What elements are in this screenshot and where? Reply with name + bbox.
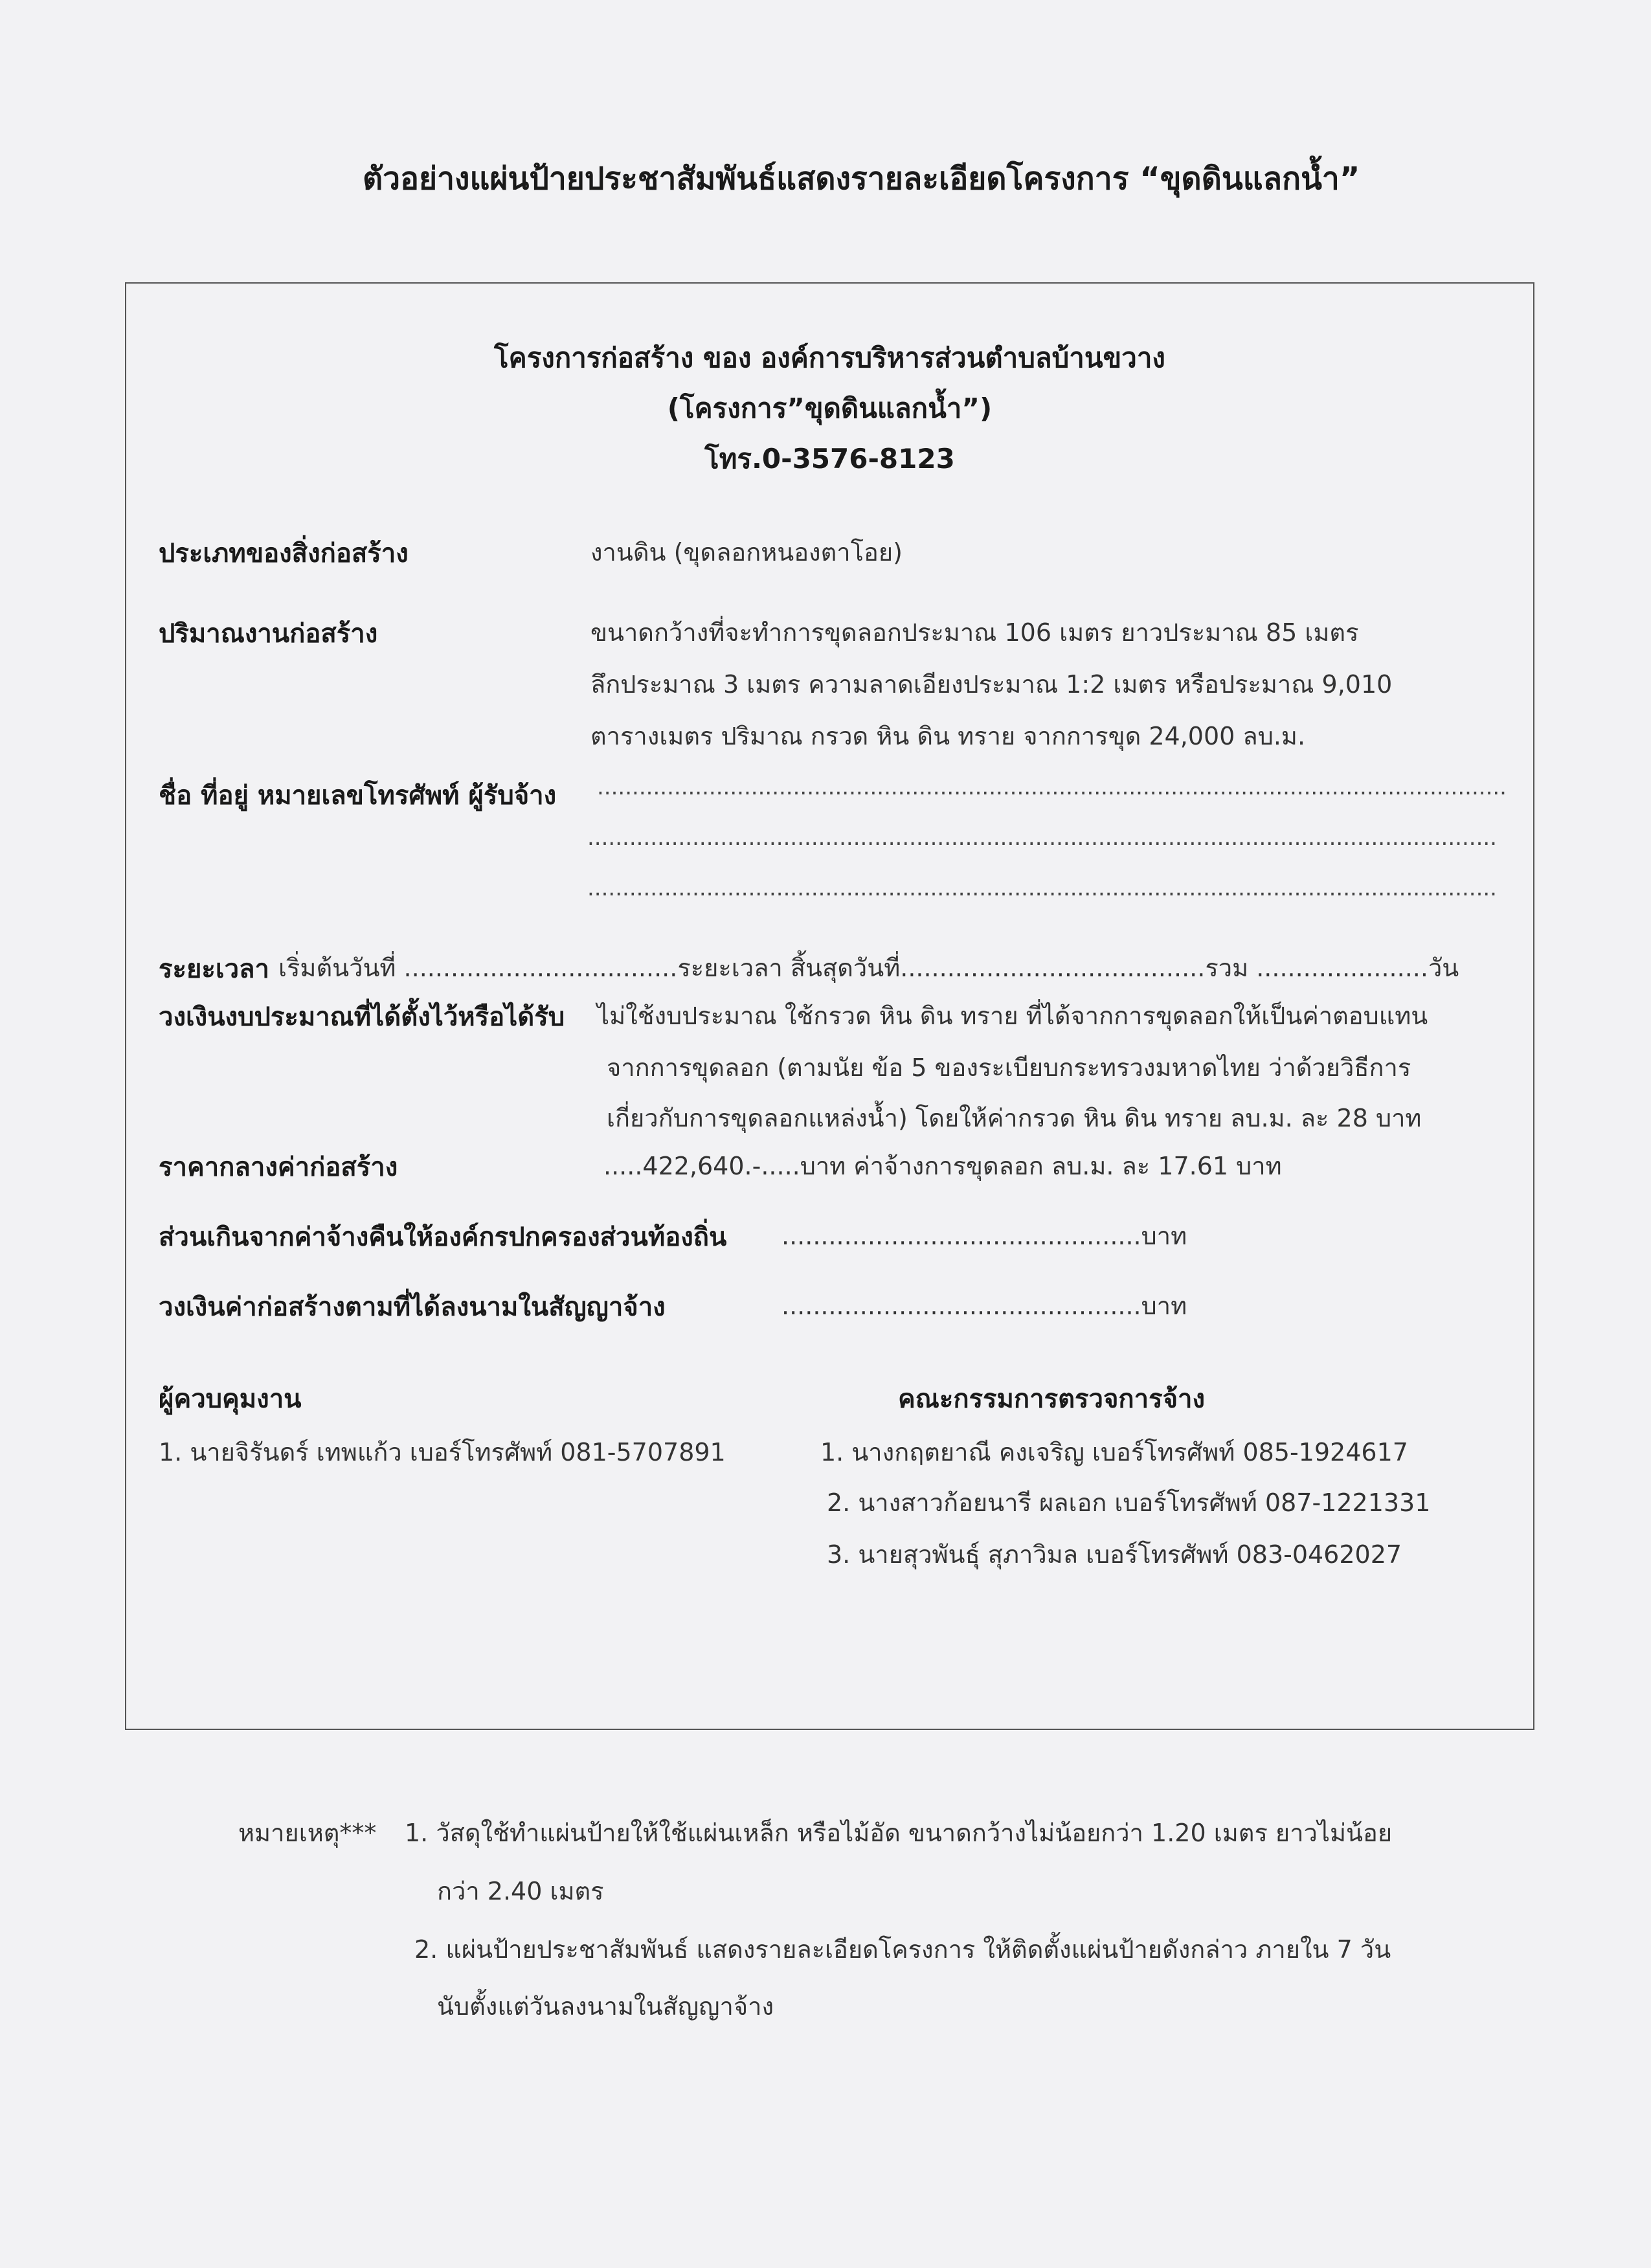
- work-quantity-label: ปริมาณงานก่อสร้าง: [159, 619, 378, 649]
- budget-line1: ไม่ใช้งบประมาณ ใช้กรวด หิน ดิน ทราย ที่ได้จากการขุดลอกให้เป็นค่าตอบแทน: [597, 1002, 1428, 1030]
- budget-line2: จากการขุดลอก (ตามนัย ข้อ 5 ของระเบียบกระทรวงมหาดไทย ว่าด้วยวิธีการ: [607, 1053, 1411, 1082]
- work-quantity-line1: ขนาดกว้างที่จะทำการขุดลอกประมาณ 106 เมตร ยาวประมาณ 85 เมตร: [590, 618, 1359, 647]
- budget-label: วงเงินงบประมาณที่ได้ตั้งไว้หรือได้รับ: [159, 1002, 565, 1032]
- contractor-dots-3: ..................................................................................................................................: [587, 875, 1497, 901]
- supervisor-heading: ผู้ควบคุมงาน: [159, 1384, 302, 1414]
- note-2-line2: นับตั้งแต่วันลงนามในสัญญาจ้าง: [437, 1992, 774, 2021]
- period-label: ระยะเวลา: [159, 954, 269, 984]
- contractor-dots-1: ..................................................................................................................................: [597, 774, 1507, 800]
- committee-member-2: 2. นางสาวก้อยนารี ผลเอก เบอร์โทรศัพท์ 087-1221331: [827, 1488, 1431, 1517]
- committee-member-3: 3. นายสุวพันธุ์ สุภาวิมล เบอร์โทรศัพท์ 083-0462027: [827, 1540, 1402, 1569]
- note-2-line1: 2. แผ่นป้ายประชาสัมพันธ์ แสดงรายละเอียดโครงการ ให้ติดตั้งแผ่นป้ายดังกล่าว ภายใน 7 วัน: [414, 1935, 1391, 1964]
- construction-type-value: งานดิน (ขุดลอกหนองตาโอย): [590, 538, 903, 567]
- median-price-label: ราคากลางค่าก่อสร้าง: [159, 1152, 398, 1182]
- committee-member-1: 1. นางกฤตยาณี คงเจริญ เบอร์โทรศัพท์ 085-1924617: [820, 1438, 1408, 1466]
- contractor-label: ชื่อ ที่อยู่ หมายเลขโทรศัพท์ ผู้รับจ้าง: [159, 781, 557, 811]
- supervisor-line: 1. นายจิรันดร์ เทพแก้ว เบอร์โทรศัพท์ 081-5707891: [159, 1438, 726, 1466]
- contractor-dots-2: ..................................................................................................................................: [587, 825, 1497, 851]
- committee-heading: คณะกรรมการตรวจการจ้าง: [898, 1384, 1206, 1414]
- construction-type-label: ประเภทของสิ่งก่อสร้าง: [159, 539, 409, 568]
- contract-amount-value: ..............................................บาท: [781, 1292, 1187, 1320]
- note-1-line1: 1. วัสดุใช้ทำแผ่นป้ายให้ใช้แผ่นเหล็ก หรือไม้อัด ขนาดกว้างไม่น้อยกว่า 1.20 เมตร ยาวไม่น้อย: [405, 1819, 1393, 1847]
- budget-line3: เกี่ยวกับการขุดลอกแหล่งน้ำ) โดยให้ค่ากรวด หิน ดิน ทราย ลบ.ม. ละ 28 บาท: [607, 1104, 1422, 1132]
- page-title: ตัวอย่างแผ่นป้ายประชาสัมพันธ์แสดงรายละเอียดโครงการ “ขุดดินแลกน้ำ”: [363, 161, 1360, 197]
- notes-prefix: หมายเหตุ***: [238, 1819, 377, 1847]
- project-header-line2: (โครงการ”ขุดดินแลกน้ำ”): [667, 392, 993, 424]
- excess-refund-value: ..............................................บาท: [781, 1222, 1187, 1250]
- median-price-value: .....422,640.-.....บาท ค่าจ้างการขุดลอก ลบ.ม. ละ 17.61 บาท: [603, 1152, 1282, 1180]
- excess-refund-label: ส่วนเกินจากค่าจ้างคืนให้องค์กรปกครองส่วนท้องถิ่น: [159, 1222, 727, 1252]
- project-header-line1: โครงการก่อสร้าง ของ องค์การบริหารส่วนตำบลบ้านขวาง: [494, 342, 1165, 374]
- project-phone: โทร.0-3576-8123: [704, 443, 955, 475]
- note-1-line2: กว่า 2.40 เมตร: [437, 1877, 604, 1905]
- work-quantity-line2: ลึกประมาณ 3 เมตร ความลาดเอียงประมาณ 1:2 เมตร หรือประมาณ 9,010: [590, 670, 1393, 699]
- period-text: เริ่มต้นวันที่ ...................................ระยะเวลา สิ้นสุดวันที่.......................................รวม ......................วัน: [278, 954, 1459, 982]
- contract-amount-label: วงเงินค่าก่อสร้างตามที่ได้ลงนามในสัญญาจ้าง: [159, 1292, 666, 1322]
- work-quantity-line3: ตารางเมตร ปริมาณ กรวด หิน ดิน ทราย จากการขุด 24,000 ลบ.ม.: [590, 722, 1306, 750]
- notice-board-frame: [125, 282, 1534, 1730]
